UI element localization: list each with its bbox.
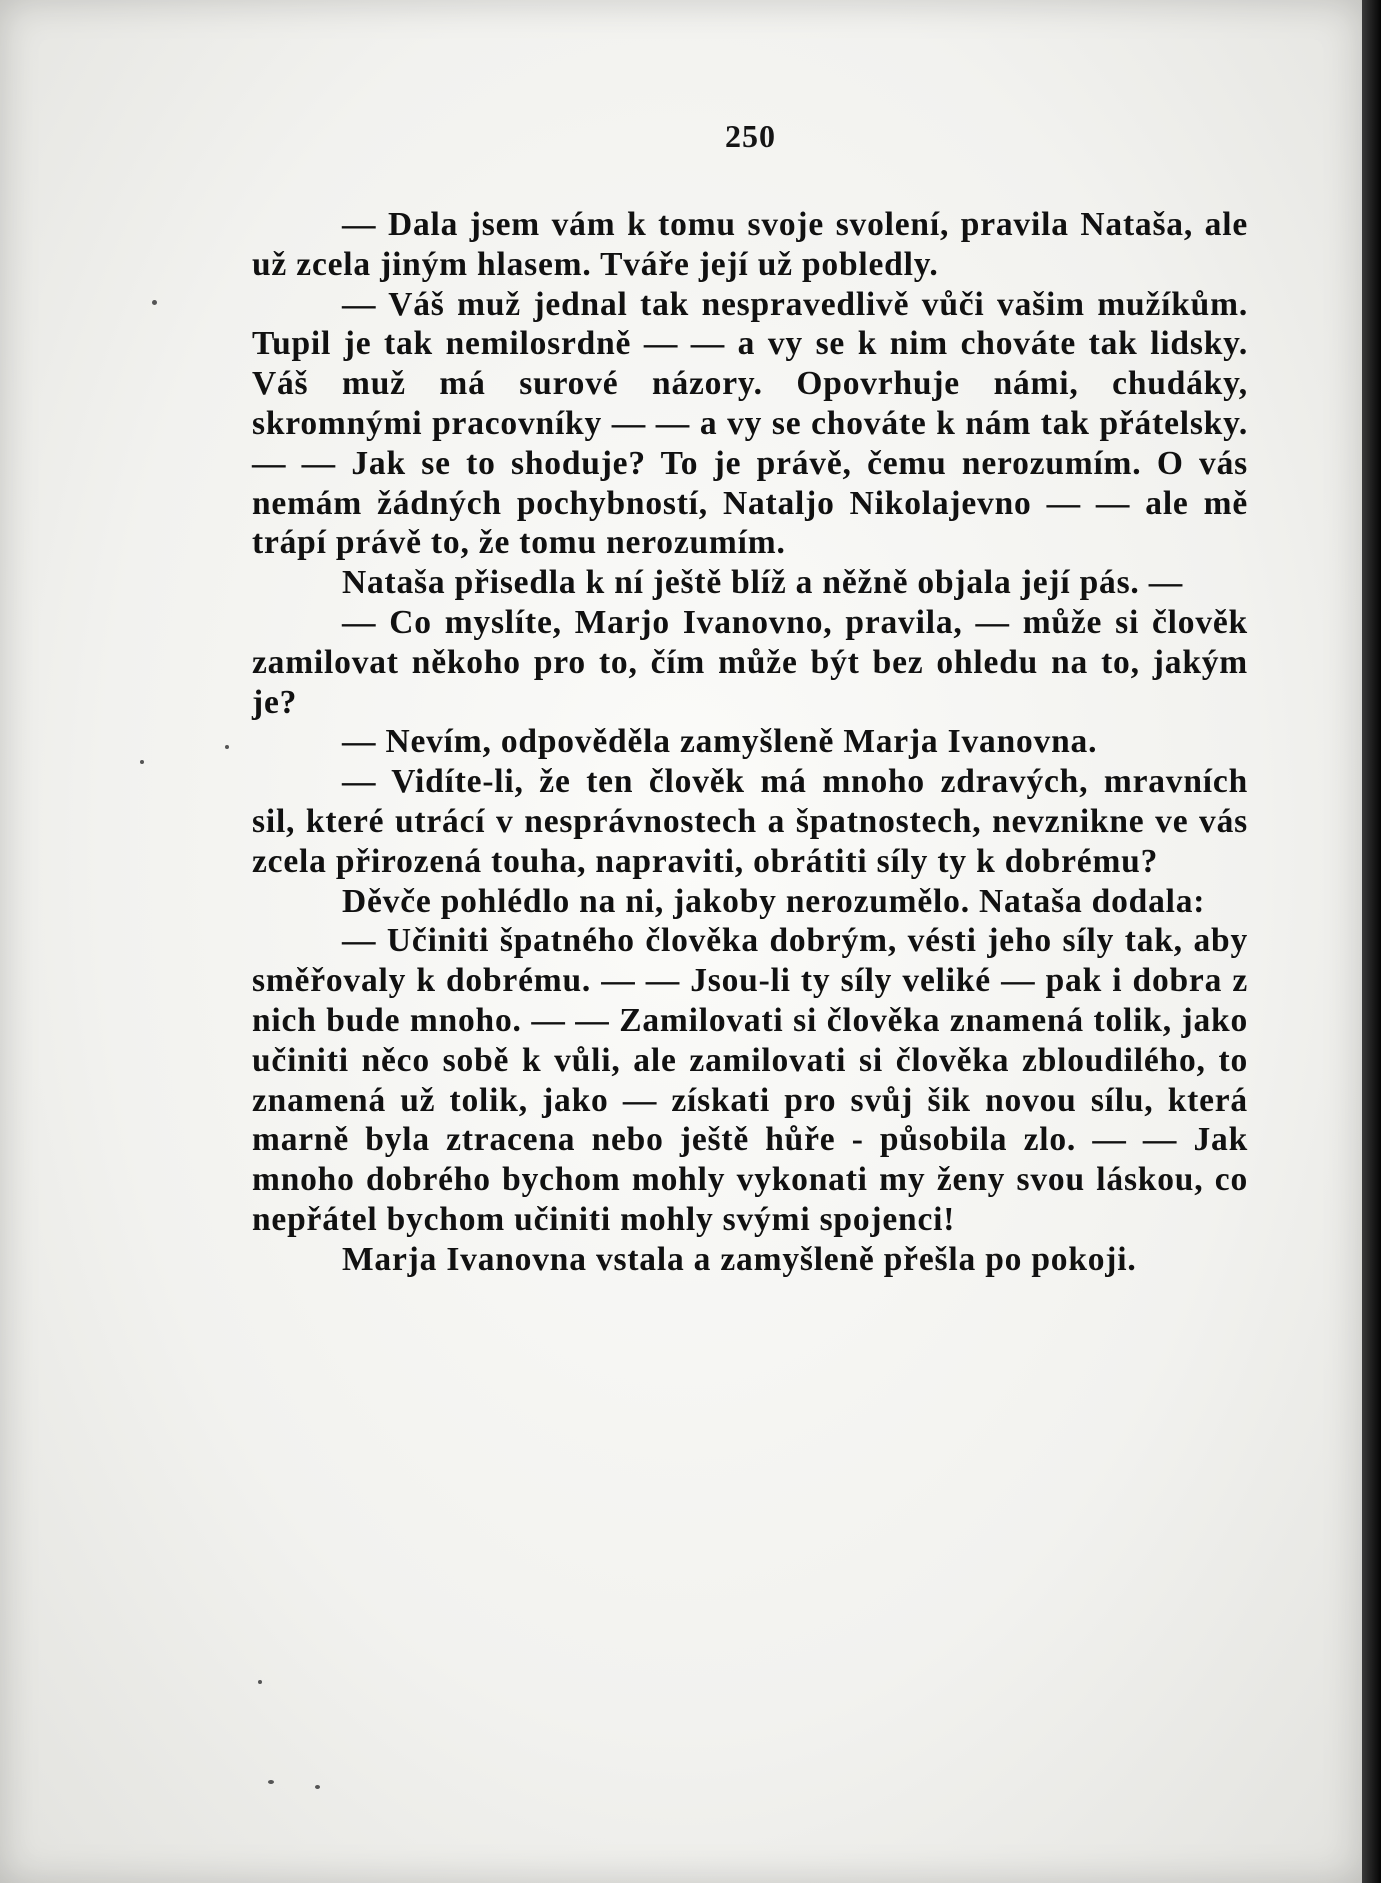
body-text <box>252 205 1248 1280</box>
paragraph: Marja Ivanovna vstala a zamyšleně přešla po pokoji. <box>342 1240 1137 1278</box>
print-speck <box>268 1780 274 1784</box>
paragraph: — Co myslíte, Marjo Ivanovno, pravila, — může si člověk zamilovat někoho pro to, čím může být bez ohledu na to, jakým je? <box>252 603 1248 721</box>
print-speck <box>225 745 229 749</box>
print-speck <box>140 760 144 764</box>
page-number: 250 <box>725 118 776 154</box>
print-speck <box>152 300 157 305</box>
print-speck <box>258 1680 262 1684</box>
paragraph: — Vidíte-li, že ten člověk má mnoho zdravých, mravních sil, které utrácí v nesprávnostech a špatnostech, nevznikne ve vás zcela přirozená touha, napraviti, obrátiti síly ty k dobrému? <box>252 763 1248 880</box>
paragraph: — Váš muž jednal tak nespravedlivě vůči vašim mužíkům. Tupil je tak nemilosrdně — — a vy se k nim chováte tak lidsky. Váš muž má surové názory. Opovrhuje námi, chudáky, skromnými pracovníky — — a vy se chováte k nám tak přátelsky. — — Jak se to shoduje? To je právě, čemu nerozumím. O vás nemám žádných pochybností, Nataljo Nikolajevno — — ale mě trápí právě to, že tomu nerozumím. <box>252 285 1248 562</box>
paragraph: — Učiniti špatného člověka dobrým, vésti jeho síly tak, aby směřovaly k dobrému. — — Jsou-li ty síly veliké — pak i dobra z nich bude mnoho. — — Zamilovati si člověka znamená tolik, jako učiniti něco sobě k vůli, ale zamilovati si člověka zbloudilého, to znamená už tolik, jako — získati pro svůj šik novou sílu, která marně byla ztracena nebo ještě hůře - působila zlo. — — Jak mnoho dobrého bychom mohly vykonati my ženy svou láskou, co nepřátel bychom učiniti mohly svými spojenci! <box>252 922 1248 1238</box>
paragraph: — Nevím, odpověděla zamyšleně Marja Ivanovna. <box>342 723 1098 761</box>
paragraph: — Dala jsem vám k tomu svoje svolení, pravila Nataša, ale už zcela jiným hlasem. Tváře její už pobledly. <box>252 206 1248 283</box>
print-speck <box>315 1785 320 1789</box>
paragraph: Děvče pohlédlo na ni, jakoby nerozumělo. Nataša dodala: <box>342 882 1206 920</box>
paragraph: Nataša přisedla k ní ještě blíž a něžně objala její pás. — <box>342 564 1184 602</box>
page-edge-shadow <box>1362 0 1381 1883</box>
